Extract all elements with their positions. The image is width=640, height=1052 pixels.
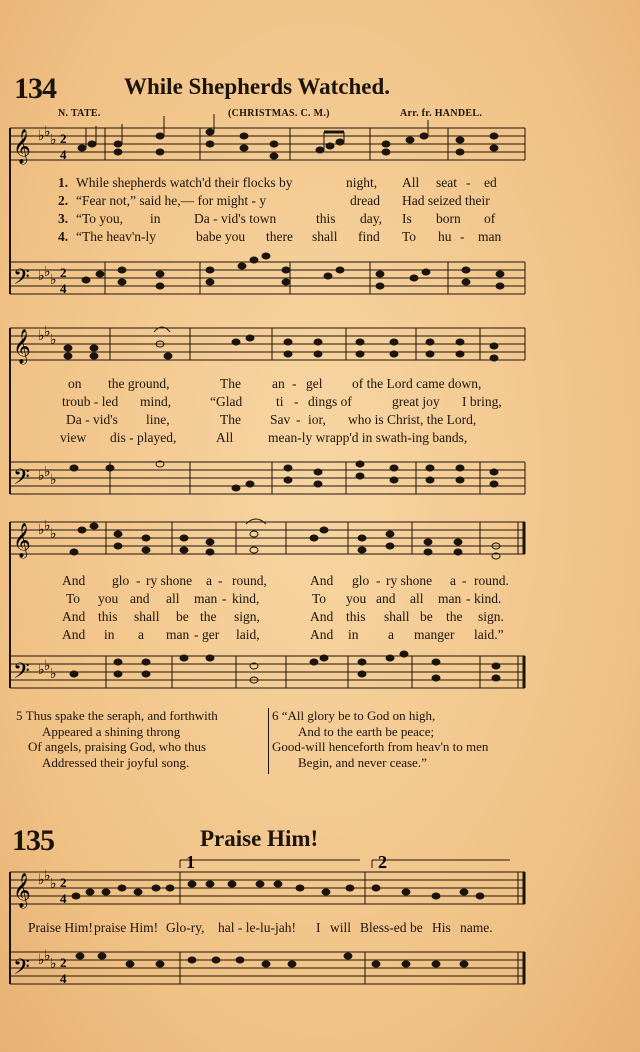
lyric-line-8: view dis - played, All mean-ly wrapp'd in swath-ing bands, [60,430,468,445]
svg-text:♭: ♭ [38,268,45,284]
svg-text:♭: ♭ [44,949,51,964]
svg-text:♭: ♭ [44,124,51,140]
svg-text:𝄞: 𝄞 [13,129,31,164]
svg-text:𝄢: 𝄢 [13,659,30,689]
svg-text:♭: ♭ [44,465,51,480]
svg-text:♭: ♭ [38,873,45,888]
lyric-line-2: 2. “Fear not,” said he,— for might - y dread Had seized their [58,193,490,208]
svg-text:𝄢: 𝄢 [13,465,30,495]
svg-text:𝄞: 𝄞 [13,873,31,908]
lyric-line-4: 4. “The heav'n-ly babe you there shall find To hu - man [58,229,502,244]
lyric-line-1: 1. While shepherds watch'd their flocks by night, All seat - ed [58,175,497,190]
svg-text:♭: ♭ [50,527,57,542]
svg-text:4: 4 [60,891,67,906]
svg-text:♭: ♭ [44,325,51,340]
svg-text:♭: ♭ [38,663,45,678]
svg-text:♭: ♭ [44,869,51,884]
verse-6-number: 6 [272,708,279,723]
svg-text:♭: ♭ [38,953,45,968]
lyric-line-7: Da - vid's line, The Sav - ior, who is Christ, the Lord, [66,412,477,427]
hymn-title: While Shepherds Watched. [124,74,391,99]
svg-text:♭: ♭ [38,128,45,144]
time-sig-top: 2 [60,131,67,146]
svg-text:♭: ♭ [50,333,57,348]
svg-text:𝄢: 𝄢 [13,265,30,295]
svg-text:♭: ♭ [50,272,57,288]
lyric-line-11: And this shall be the sign, And this shall be the sign. [62,609,504,624]
first-ending-number: 1 [186,852,195,872]
tune-credit: (CHRISTMAS. C. M.) [228,108,330,119]
svg-text:♭: ♭ [44,264,51,280]
svg-text:♭: ♭ [50,957,57,972]
svg-text:♭: ♭ [50,132,57,148]
verse-5: 5 Thus spake the seraph, and forthwith Appeared a shining throng Of angels, praising God, who thus Addressed their joyful song. [16,708,218,770]
lyric-line-3: 3. “To you, in Da - vid's town this day, Is born of [58,211,496,226]
svg-text:♭: ♭ [44,519,51,534]
hymn-title-2: Praise Him! [200,826,319,851]
svg-text:♭: ♭ [38,523,45,538]
arranger-credit: Arr. fr. HANDEL. [400,108,483,119]
lyric-line-9: And glo - ry shone a - round, And glo - ry shone a - round. [62,573,509,588]
svg-text:♭: ♭ [38,329,45,344]
svg-text:2: 2 [60,955,67,970]
time-sig-bottom-bass: 4 [60,281,67,296]
verse-5-number: 5 [16,708,23,723]
time-sig-bottom: 4 [60,147,67,162]
svg-text:♭: ♭ [44,659,51,674]
lyric-line-6: troub - led mind, “Glad ti - dings of great joy I bring, [62,394,502,409]
svg-text:𝄞: 𝄞 [13,523,31,558]
svg-text:2: 2 [60,875,67,890]
music-system-4 [10,852,530,1042]
verse-divider [268,708,269,774]
svg-text:♭: ♭ [50,473,57,488]
svg-text:𝄞: 𝄞 [13,329,31,364]
svg-text:♭: ♭ [38,469,45,484]
author-credit: N. TATE. [58,108,101,119]
verse-6: 6 “All glory be to God on high, And to the earth be peace; Good-will henceforth from heav'n to men Begin, and never cease.” [272,708,489,770]
svg-text:𝄢: 𝄢 [13,955,30,985]
second-ending-number: 2 [378,852,387,872]
praise-lyric-line: Praise Him! praise Him! Glo-ry, hal - le-lu-jah! I will Bless-ed be His name. [28,920,493,935]
svg-text:4: 4 [60,971,67,986]
hymn-number: 134 [14,72,56,105]
hymn-number-2: 135 [12,824,54,857]
svg-text:♭: ♭ [50,667,57,682]
lyric-line-5: on the ground, The an - gel of the Lord came down, [68,376,482,391]
lyric-line-10: To you and all man - kind, To you and all man - kind. [66,591,502,606]
svg-text:♭: ♭ [50,877,57,892]
lyric-line-12: And in a man - ger laid, And in a manger laid.” [62,627,504,642]
time-sig-top-bass: 2 [60,265,67,280]
